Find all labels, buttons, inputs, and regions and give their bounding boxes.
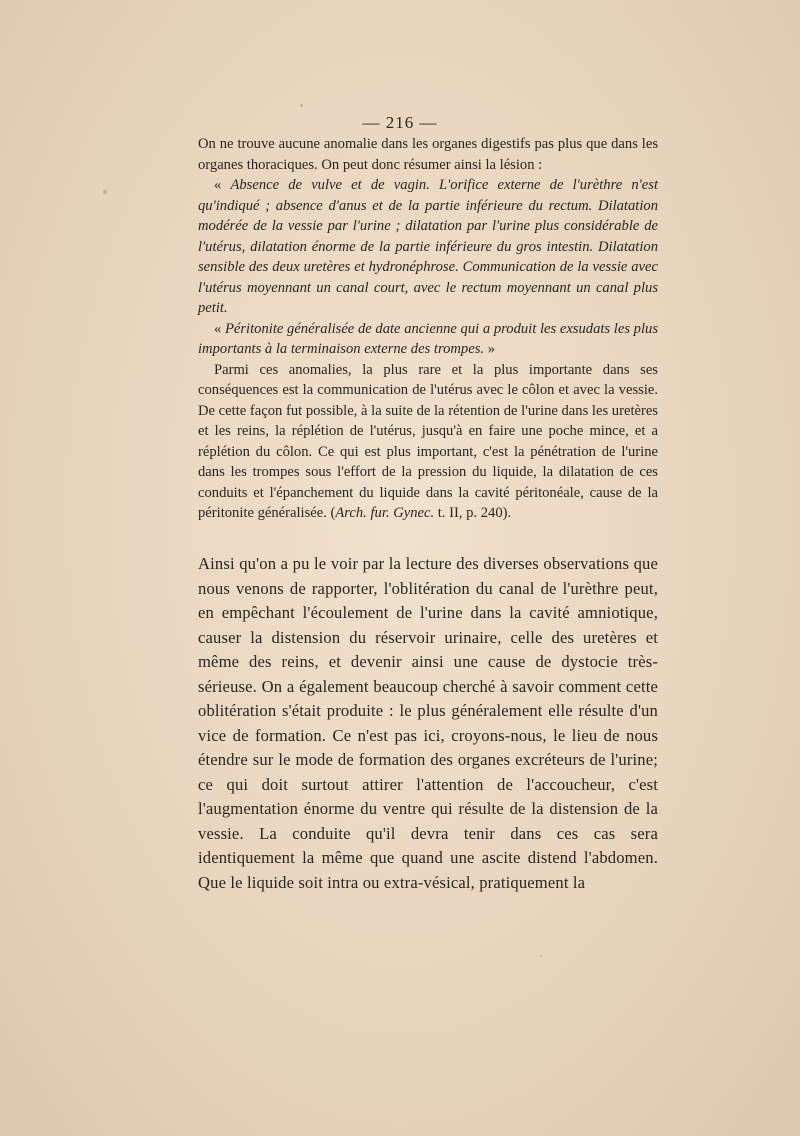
paper-speck bbox=[540, 955, 542, 957]
peritonitis-open-quote: « bbox=[214, 320, 225, 337]
citation-journal: Arch. fur. Gynec. bbox=[335, 505, 435, 521]
paper-speck bbox=[300, 104, 303, 107]
case-intro-paragraph bbox=[198, 134, 658, 175]
main-text-block bbox=[198, 552, 658, 895]
case-discussion-paragraph bbox=[198, 360, 658, 524]
peritonitis-close-quote: » bbox=[484, 341, 495, 357]
quoted-case-block bbox=[198, 134, 658, 524]
page-number: — 216 — bbox=[362, 113, 438, 132]
peritonitis-summary-paragraph bbox=[198, 319, 658, 360]
lesion-summary-paragraph bbox=[198, 175, 658, 319]
citation-reference: t. II, p. 240). bbox=[434, 505, 512, 521]
lesion-summary-open-quote: « bbox=[214, 177, 231, 193]
case-discussion-text: Parmi ces anomalies, la plus rare et la plus importante dans ses conséquences est la communication de l'utérus avec le côlon et avec la vessie. De cette façon fut possible, à la suite de la rétention de l'urine dans les uretères et les reins, la réplétion de l'utérus, jusqu'à en faire une poche mince, et a réplétion du côlon. Ce qui est plus important, c'est la pénétration de l'urine dans les trompes sous l'effort de la pression du liquide, la dilatation de ces conduits et l'épanchement du liquide dans la cavité péritonéale, cause de la péritonite généralisée. ( bbox=[198, 361, 658, 521]
main-paragraph-text: Ainsi qu'on a pu le voir par la lecture des diverses observations que nous venons de rapporter, l'oblitération du canal de l'urèthre peut, en empêchant l'écoulement de l'urine dans la cavité amniotique, causer la distension du réservoir urinaire, celle des uretères et même des reins, et devenir ainsi une cause de dystocie très-sérieuse. On a également beaucoup cherché à savoir comment cette oblitération s'était produite : le plus généralement elle résulte d'un vice de formation. Ce n'est pas ici, croyons-nous, le lieu de nous étendre sur le mode de formation des organes excréteurs de l'urine; ce qui doit surtout attirer l'attention de l'accoucheur, c'est l'augmentation énorme du ventre qui résulte de la distension de la vessie. La conduite qu'il devra tenir dans ces cas sera identiquement la même que quand une ascite distend l'abdomen. Que le liquide soit intra ou extra-vésical, pratiquement la bbox=[198, 554, 658, 892]
lesion-summary-text: Absence de vulve et de vagin. L'orifice externe de l'urèthre n'est qu'indiqué ; absence d'anus et de la partie inférieure du rectum. Dilatation modérée de la vessie par l'urine ; dilatation par l'urine plus considérable de l'utérus, dilatation énorme de la partie inférieure du gros intestin. Dilatation sensible des deux uretères et hydronéphrose. Communication de la vessie avec l'utérus moyennant un canal court, avec le rectum moyennant un canal plus petit. bbox=[198, 177, 658, 316]
case-intro-text: On ne trouve aucune anomalie dans les organes digestifs pas plus que dans les organes thoraciques. On peut donc résumer ainsi la lésion : bbox=[198, 136, 658, 173]
paper-speck bbox=[103, 190, 107, 194]
peritonitis-summary-text: Péritonite généralisée de date ancienne qui a produit les exsudats les plus importants à la terminaison externe des trompes. bbox=[198, 320, 658, 357]
main-paragraph bbox=[198, 552, 658, 895]
